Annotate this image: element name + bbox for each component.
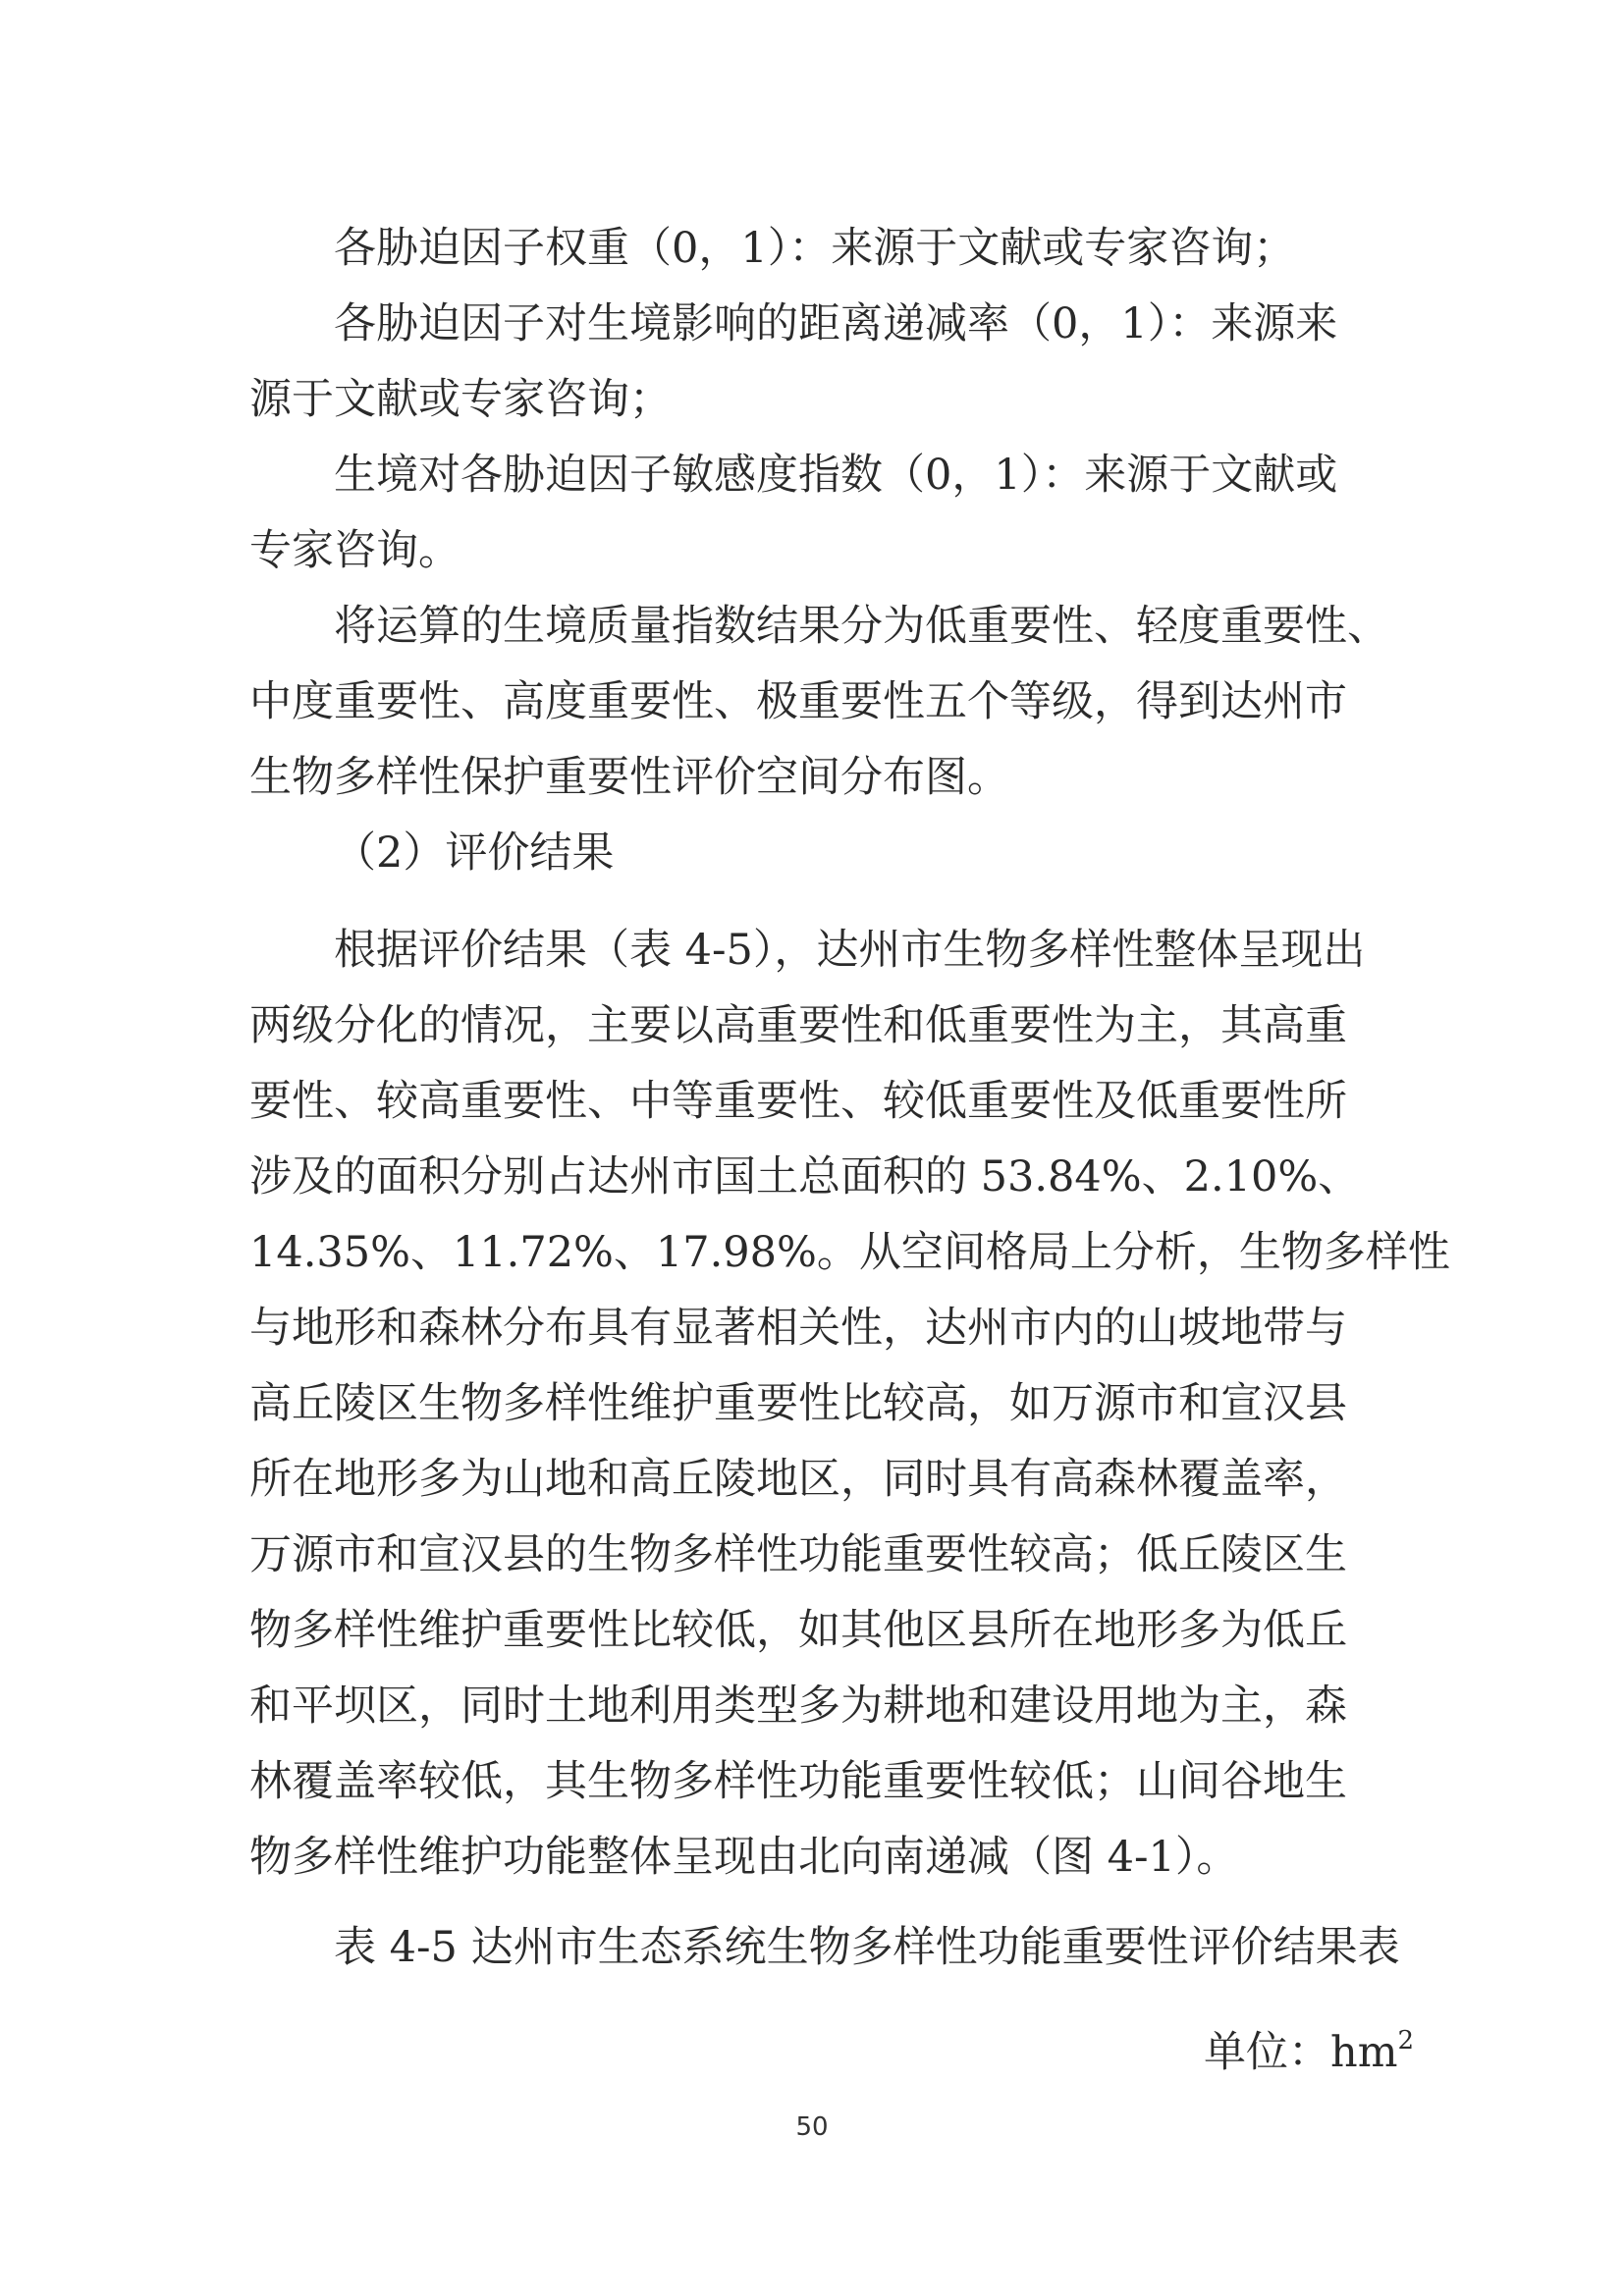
unit-label bbox=[1204, 2011, 1414, 2082]
paragraph-2-line-1: 各胁迫因子对生境影响的距离递减率（0，1）：来源来 bbox=[334, 299, 1338, 348]
paragraph-3-line-2: 专家咨询。 bbox=[249, 526, 460, 575]
paragraph-6-line-8: 所在地形多为山地和高丘陵地区，同时具有高森林覆盖率， bbox=[249, 1455, 1347, 1504]
paragraph-6-line-5: 14.35%、11.72%、17.98%。从空间格局上分析，生物多样性 bbox=[249, 1228, 1450, 1277]
paragraph-2-line-2: 源于文献或专家咨询； bbox=[249, 375, 672, 424]
unit-superscript: 2 bbox=[1397, 2026, 1415, 2056]
paragraph-6-line-13: 物多样性维护功能整体呈现由北向南递减（图 4-1）。 bbox=[249, 1833, 1239, 1882]
unit-text: 单位：hm bbox=[1204, 2028, 1398, 2077]
paragraph-4-line-3: 生物多样性保护重要性评价空间分布图。 bbox=[249, 753, 1009, 802]
paragraph-6-line-2: 两级分化的情况，主要以高重要性和低重要性为主，其高重 bbox=[249, 1001, 1347, 1050]
paragraph-6-line-1: 根据评价结果（表 4-5），达州市生物多样性整体呈现出 bbox=[334, 926, 1366, 975]
paragraph-6-line-10: 物多样性维护重要性比较低，如其他区县所在地形多为低丘 bbox=[249, 1606, 1347, 1655]
section-heading: （2）评价结果 bbox=[334, 828, 615, 878]
paragraph-6-line-11: 和平坝区，同时土地利用类型多为耕地和建设用地为主，森 bbox=[249, 1682, 1347, 1731]
paragraph-6-line-12: 林覆盖率较低，其生物多样性功能重要性较低；山间谷地生 bbox=[249, 1757, 1347, 1806]
paragraph-6-line-6: 与地形和森林分布具有显著相关性，达州市内的山坡地带与 bbox=[249, 1304, 1347, 1353]
page-number: 50 bbox=[795, 2112, 829, 2142]
paragraph-6-line-9: 万源市和宣汉县的生物多样性功能重要性较高；低丘陵区生 bbox=[249, 1530, 1347, 1579]
paragraph-4-line-2: 中度重要性、高度重要性、极重要性五个等级，得到达州市 bbox=[249, 677, 1347, 726]
paragraph-1-line-1: 各胁迫因子权重（0，1）：来源于文献或专家咨询； bbox=[334, 224, 1296, 273]
paragraph-3-line-1: 生境对各胁迫因子敏感度指数（0，1）：来源于文献或 bbox=[334, 451, 1338, 500]
paragraph-6-line-3: 要性、较高重要性、中等重要性、较低重要性及低重要性所 bbox=[249, 1077, 1347, 1126]
table-caption: 表 4-5 达州市生态系统生物多样性功能重要性评价结果表 bbox=[334, 1923, 1400, 1972]
paragraph-6-line-7: 高丘陵区生物多样性维护重要性比较高，如万源市和宣汉县 bbox=[249, 1379, 1347, 1428]
paragraph-6-line-4: 涉及的面积分别占达州市国土总面积的 53.84%、2.10%、 bbox=[249, 1152, 1361, 1201]
paragraph-4-line-1: 将运算的生境质量指数结果分为低重要性、轻度重要性、 bbox=[334, 602, 1389, 651]
